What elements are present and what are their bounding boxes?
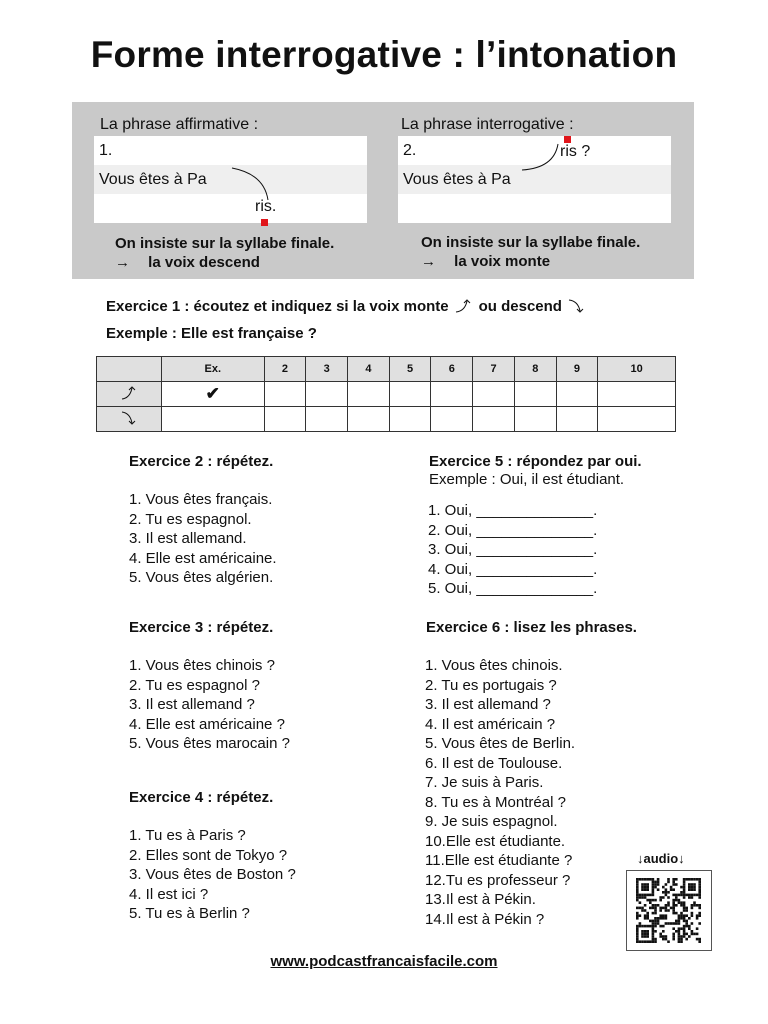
grid-cell[interactable]: [306, 407, 348, 432]
list-item: 3. Vous êtes de Boston ?: [129, 866, 296, 883]
list-item: 5. Vous êtes de Berlin.: [425, 735, 576, 752]
exercise-5-title: Exercice 5 : répondez par oui.: [429, 453, 642, 470]
list-item: 5. Oui, ______________.: [428, 580, 598, 597]
exercise-4-list: [129, 826, 296, 924]
list-item: 9. Je suis espagnol.: [425, 813, 558, 830]
list-item: 3. Il est allemand ?: [129, 696, 255, 713]
grid-cell[interactable]: [514, 407, 556, 432]
rising-arrow-icon: [119, 384, 139, 402]
audio-qr-code[interactable]: [626, 870, 712, 951]
affirmative-final-syllable: ris.: [255, 198, 277, 215]
list-item: 4. Elle est américaine ?: [129, 715, 285, 733]
list-item: 14.Il est à Pékin ?: [425, 910, 545, 928]
list-item: 7. Je suis à Paris.: [425, 774, 544, 791]
rising-arrow-icon: [453, 297, 475, 315]
list-item: 6. Il est de Toulouse.: [425, 754, 563, 772]
list-item: 4. Il est ici ?: [129, 885, 209, 903]
list-item: 1. Vous êtes chinois ?: [129, 657, 275, 674]
list-item: 2. Oui, ______________.: [428, 521, 598, 539]
grid-cell[interactable]: [431, 382, 473, 407]
affirmative-note-line2: la voix descend: [148, 254, 260, 271]
affirmative-label: La phrase affirmative :: [100, 116, 259, 133]
grid-header: 8: [514, 357, 556, 382]
list-item: 3. Oui, ______________.: [428, 541, 598, 558]
list-item: 1. Tu es à Paris ?: [129, 827, 246, 844]
list-item: 4. Oui, ______________.: [428, 560, 598, 578]
grid-cell[interactable]: [264, 407, 306, 432]
list-item: 12.Tu es professeur ?: [425, 871, 571, 889]
stress-marker-rise: [564, 136, 571, 143]
grid-cell-check[interactable]: ✔: [162, 382, 265, 407]
list-item: 2. Tu es portugais ?: [425, 676, 557, 694]
interrogative-num: 2.: [403, 142, 417, 159]
list-item: 3. Il est allemand.: [129, 530, 247, 547]
interrogative-note-line1: On insiste sur la syllabe finale.: [421, 234, 641, 251]
interrogative-label: La phrase interrogative :: [401, 116, 574, 133]
exercise-1-title-b: ou descend: [478, 297, 562, 315]
list-item: 1. Oui, ______________.: [428, 502, 598, 519]
list-item: 13.Il est à Pékin.: [425, 891, 536, 908]
exercise-1-answer-grid: [96, 356, 676, 432]
exercise-5-example: Exemple : Oui, il est étudiant.: [429, 471, 625, 488]
exercise-3-list: [129, 656, 290, 754]
grid-header: 7: [473, 357, 515, 382]
exercise-1-example: Exemple : Elle est française ?: [106, 325, 317, 342]
row-rising: [97, 382, 162, 407]
list-item: 8. Tu es à Montréal ?: [425, 793, 566, 811]
falling-intonation-curve: [228, 164, 278, 204]
affirmative-num: 1.: [99, 142, 113, 159]
list-item: 1. Vous êtes chinois.: [425, 657, 563, 674]
grid-header-ex: Ex.: [162, 357, 265, 382]
grid-cell[interactable]: [389, 407, 431, 432]
grid-header: 4: [348, 357, 390, 382]
stress-marker-descend: [261, 219, 268, 226]
exercise-1-title-a: Exercice 1 : écoutez et indiquez si la voix monte: [106, 297, 449, 315]
grid-cell[interactable]: [348, 407, 390, 432]
interrogative-sentence: Vous êtes à Pa: [398, 165, 671, 194]
grid-cell[interactable]: [473, 407, 515, 432]
exercise-2-list: [129, 490, 277, 588]
footer-website-link[interactable]: www.podcastfrancaisfacile.com: [270, 953, 498, 970]
exercise-2-title: Exercice 2 : répétez.: [129, 453, 274, 470]
grid-cell[interactable]: [306, 382, 348, 407]
list-item: 4. Il est américain ?: [425, 715, 556, 733]
exercise-6-title: Exercice 6 : lisez les phrases.: [426, 619, 637, 636]
exercise-6-list: [425, 656, 575, 929]
page-title: Forme interrogative : l’intonation: [90, 34, 678, 75]
exercise-4-title: Exercice 4 : répétez.: [129, 789, 274, 806]
list-item: 5. Vous êtes marocain ?: [129, 735, 290, 752]
list-item: 4. Elle est américaine.: [129, 549, 277, 567]
grid-cell[interactable]: [556, 407, 598, 432]
row-falling: [97, 407, 162, 432]
interrogative-final-syllable: ris ?: [560, 143, 591, 160]
grid-cell[interactable]: [348, 382, 390, 407]
grid-header: 2: [264, 357, 306, 382]
affirmative-note-line1: On insiste sur la syllabe finale.: [115, 235, 335, 252]
grid-cell[interactable]: [556, 382, 598, 407]
grid-header: 10: [598, 357, 676, 382]
grid-header: 5: [389, 357, 431, 382]
list-item: 2. Elles sont de Tokyo ?: [129, 846, 288, 864]
interrogative-note-line2: la voix monte: [454, 253, 551, 270]
grid-cell[interactable]: [473, 382, 515, 407]
exercise-5-list: [428, 501, 597, 599]
grid-cell[interactable]: [598, 382, 676, 407]
grid-header: 9: [556, 357, 598, 382]
exercise-1-title: [106, 297, 588, 315]
list-item: 1. Vous êtes français.: [129, 491, 273, 508]
falling-arrow-icon: [119, 409, 139, 427]
grid-header: 3: [306, 357, 348, 382]
grid-cell[interactable]: [514, 382, 556, 407]
grid-cell[interactable]: [598, 407, 676, 432]
grid-cell[interactable]: [389, 382, 431, 407]
list-item: 2. Tu es espagnol.: [129, 510, 252, 528]
grid-cell[interactable]: [431, 407, 473, 432]
falling-arrow-icon: [566, 297, 588, 315]
arrow-right-icon: →: [421, 253, 436, 270]
audio-label: ↓audio↓: [637, 851, 685, 866]
grid-header: 6: [431, 357, 473, 382]
list-item: 2. Tu es espagnol ?: [129, 676, 260, 694]
list-item: 5. Tu es à Berlin ?: [129, 905, 250, 922]
affirmative-sentence: Vous êtes à Pa: [94, 165, 367, 194]
rising-intonation-curve: [518, 140, 564, 174]
list-item: 11.Elle est étudiante ?: [425, 852, 573, 869]
list-item: 5. Vous êtes algérien.: [129, 569, 274, 586]
exercise-3-title: Exercice 3 : répétez.: [129, 619, 274, 636]
list-item: 3. Il est allemand ?: [425, 696, 551, 713]
qr-code-icon: [627, 871, 711, 950]
list-item: 10.Elle est étudiante.: [425, 832, 566, 850]
grid-cell[interactable]: [264, 382, 306, 407]
grid-cell[interactable]: [162, 407, 265, 432]
arrow-right-icon: →: [115, 254, 130, 271]
